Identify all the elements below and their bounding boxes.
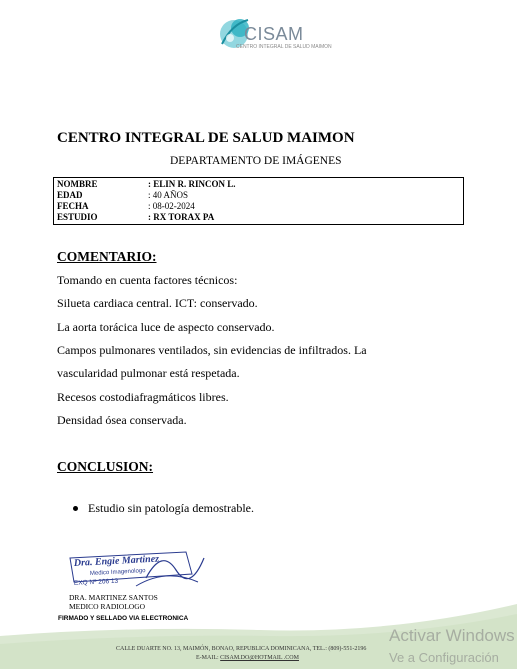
comentario-line: Densidad ósea conservada. bbox=[57, 413, 187, 427]
patient-row-age bbox=[57, 190, 463, 201]
comentario-line: Recesos costodiafragmáticos libres. bbox=[57, 390, 229, 404]
signer-name: DRA. MARTINEZ SANTOS bbox=[69, 593, 158, 602]
value-fecha: : 08-02-2024 bbox=[148, 201, 195, 211]
logo-name: CISAM bbox=[244, 24, 304, 44]
conclusion-heading: CONCLUSION: bbox=[57, 459, 154, 474]
comentario-line: Tomando en cuenta factores técnicos: bbox=[57, 273, 238, 287]
comentario-line: Campos pulmonares ventilados, sin evidencias de infiltrados. La bbox=[57, 343, 367, 357]
comentario-line: vascularidad pulmonar está respetada. bbox=[57, 366, 240, 380]
comentario-line: Silueta cardiaca central. ICT: conservado. bbox=[57, 296, 258, 310]
patient-info-box bbox=[53, 177, 464, 225]
bullet-icon bbox=[73, 506, 78, 511]
value-estudio: : RX TORAX PA bbox=[148, 212, 215, 222]
logo-subtitle: CENTRO INTEGRAL DE SALUD MAIMON bbox=[236, 44, 332, 50]
comentario-heading: COMENTARIO: bbox=[57, 249, 157, 264]
comentario-line: La aorta torácica luce de aspecto conservado. bbox=[57, 320, 275, 334]
department-title: DEPARTAMENTO DE IMÁGENES bbox=[170, 155, 342, 167]
stamp-name: Dra. Engie Martinez bbox=[73, 553, 160, 569]
footer-email-link[interactable]: CISAM.DO@HOTMAIL .COM bbox=[220, 655, 299, 661]
footer-email-label: E-MAIL: bbox=[196, 655, 219, 661]
stamp-title: Medico Imagenologo bbox=[89, 568, 146, 577]
label-estudio: ESTUDIO bbox=[57, 212, 98, 222]
label-edad: EDAD bbox=[57, 190, 83, 200]
value-nombre: : ELIN R. RINCON L. bbox=[148, 179, 236, 189]
footer-email bbox=[196, 655, 299, 661]
label-nombre: NOMBRE bbox=[57, 179, 98, 189]
signature-note: FIRMADO Y SELLADO VIA ELECTRONICA bbox=[58, 615, 189, 622]
label-fecha: FECHA bbox=[57, 201, 89, 211]
stamp-exq: EXQ Nº 206 13 bbox=[73, 577, 119, 587]
footer-address: CALLE DUARTE NO. 13, MAIMÓN, BONAO, REPUBLICA DOMINICANA, TEL.: (809)-551-2196 bbox=[116, 646, 367, 652]
activation-watermark-title: Activar Windows bbox=[389, 626, 515, 645]
conclusion-item-text: Estudio sin patología demostrable. bbox=[88, 501, 254, 515]
value-edad: : 40 AÑOS bbox=[148, 190, 189, 200]
patient-row-date bbox=[57, 201, 463, 212]
conclusion-item bbox=[73, 501, 254, 516]
activation-watermark-subtitle: Ve a Configuración bbox=[389, 650, 499, 665]
document-title: CENTRO INTEGRAL DE SALUD MAIMON bbox=[57, 130, 355, 146]
patient-row-name bbox=[57, 179, 463, 190]
signature-stamp bbox=[66, 548, 206, 592]
signer-title: MEDICO RADIOLOGO bbox=[69, 602, 146, 611]
patient-row-study bbox=[57, 212, 463, 223]
